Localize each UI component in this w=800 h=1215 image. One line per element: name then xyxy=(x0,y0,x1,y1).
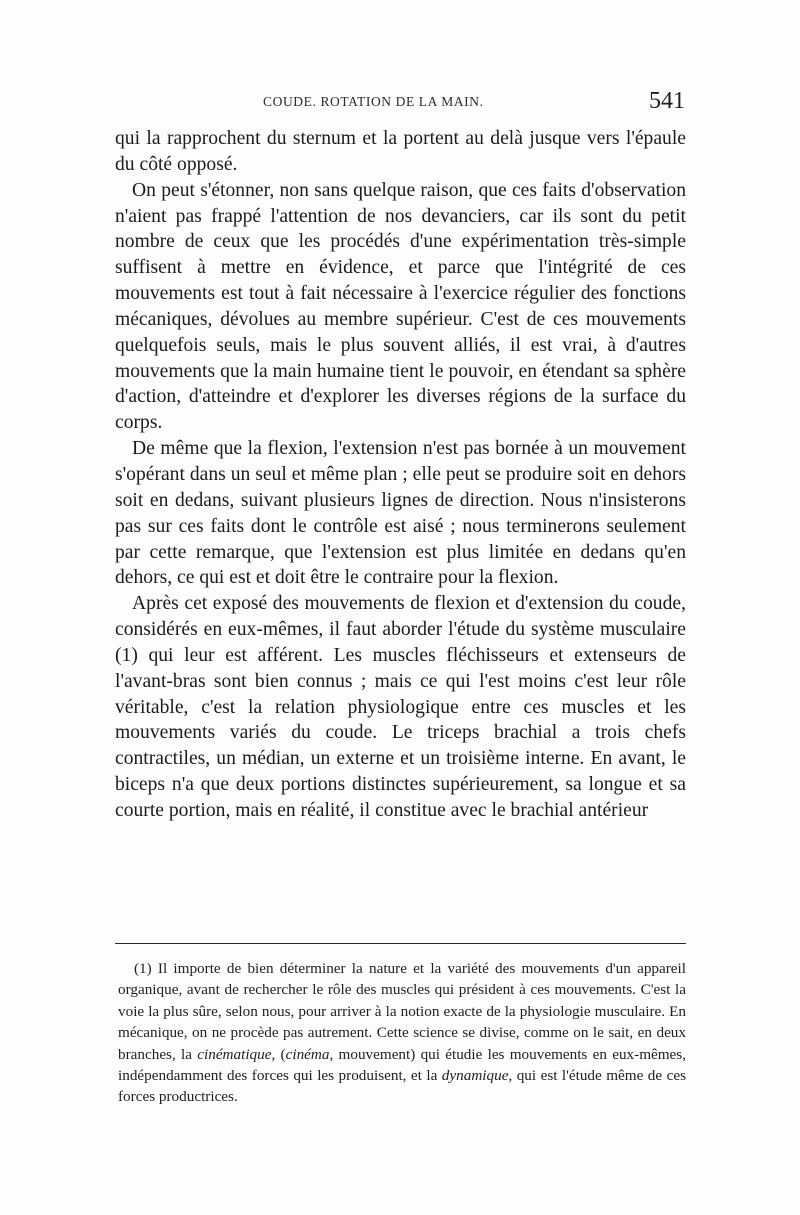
paragraph: On peut s'étonner, non sans quelque raison, que ces faits d'observation n'aient pas frappé l'attention de nos devanciers, car ils sont du petit nombre de ceux que les procédés d'une expérimentation très-simple suffisent à mettre en évidence, et parce que l'intégrité de ces mouvements est tout à fait nécessaire à l'exercice régulier des fonctions mécaniques, dévolues au membre supérieur. C'est de ces mouvements quelquefois seuls, mais le plus souvent alliés, il est vrai, à d'autres mouvements que la main humaine tient le pouvoir, en étendant sa sphère d'action, d'atteindre et d'explorer les diverses régions de la surface du corps. xyxy=(115,179,686,434)
footnote-term: cinéma xyxy=(285,1045,330,1063)
footnote-text-part: , mouvement) qui étudie les mouvements en eux-mêmes, indépendamment des forces qui les produisent, et la xyxy=(118,1045,687,1085)
footnote-term: dynamique xyxy=(441,1067,509,1085)
footnote-term: cinématique xyxy=(197,1045,272,1063)
running-title: COUDE. ROTATION DE LA MAIN. xyxy=(263,94,484,109)
footnote-text-part: , qui est l'étude même de ces forces productrices. xyxy=(118,1067,686,1106)
footnote xyxy=(118,958,686,1108)
footnote-text-part: , ( xyxy=(271,1045,286,1063)
footnote-text-part: (1) Il importe de bien déterminer la nature et la variété des mouvements d'un appareil organique, avant de rechercher le rôle des muscles qui président à ces mouvements. C'est la voie la plus sûre, selon nous, pour arriver à la notion exacte de la physiologie musculaire. En mécanique, on ne procède pas autrement. Cette science se divise, comme on le sait, en deux branches, la xyxy=(118,960,686,1063)
footnote-paragraph xyxy=(118,958,686,1108)
footnote-divider xyxy=(115,943,686,944)
paragraph-continuation: qui la rapprochent du sternum et la portent au delà jusque vers l'épaule du côté opposé. xyxy=(115,128,686,175)
running-head xyxy=(115,88,685,116)
paragraph: De même que la flexion, l'extension n'est pas bornée à un mouvement s'opérant dans un seul et même plan ; elle peut se produire soit en dehors soit en dedans, suivant plusieurs lignes de direction. Nous n'insisterons pas sur ces faits dont le contrôle est aisé ; nous terminerons seulement par cette remarque, que l'extension est plus limitée en dedans qu'en dehors, ce qui est et doit être le contraire pour la flexion. xyxy=(115,438,686,589)
main-text xyxy=(115,126,686,824)
paragraph: Après cet exposé des mouvements de flexion et d'extension du coude, considérés en eux-mêmes, il faut aborder l'étude du système musculaire (1) qui leur est afférent. Les muscles fléchisseurs et extenseurs de l'avant-bras sont bien connus ; mais ce qui l'est moins c'est leur rôle véritable, c'est la relation physiologique entre ces muscles et les mouvements variés du coude. Le triceps brachial a trois chefs contractiles, un médian, un externe et un troisième interne. En avant, le biceps n'a que deux portions distinctes supérieurement, sa longue et sa courte portion, mais en réalité, il constitue avec le brachial antérieur xyxy=(115,593,686,821)
page-number: 541 xyxy=(649,88,685,114)
